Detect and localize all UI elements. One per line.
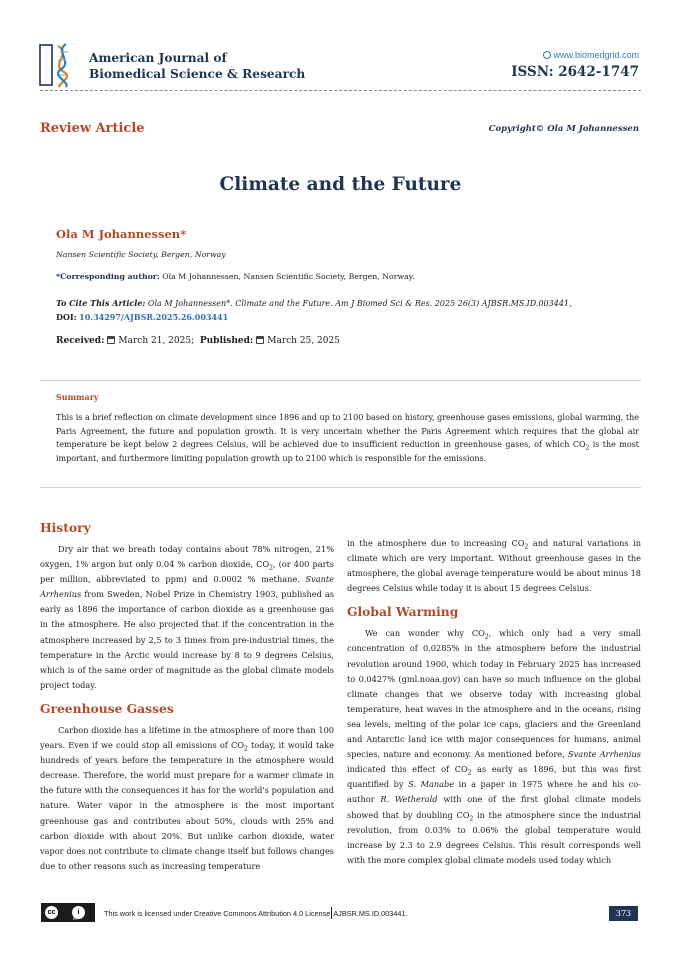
summary-heading: Summary [56, 392, 99, 402]
doi-line [56, 312, 228, 322]
paragraph-history: Dry air that we breath today contains about 78% nitrogen, 21% oxygen, 1% argon but only 0.04 % carbon dioxide, $CO_2$, (or 400 parts per million, abbreviated to ppm) and 0.0002 % methane. Svante Arrhenius from Sweden, Nobel Prize in Chemistry 1903, published as early as 1896 the importance of carbon dioxide as a greenhouse gas in the atmosphere. He also projected that if the concentration in the atmosphere increased by 2,5 to 3 times from pre-industrial times, the temperature in the Arctic would increase by 8 to 9 degrees Celsius, which is of the same order of magnitude as the global climate models project today. [40, 544, 334, 690]
published-label: Published: [199, 336, 254, 346]
page-number: 373 [609, 906, 638, 921]
section-heading-global-warming: Global Warming [347, 604, 459, 620]
by-label: BY [73, 916, 79, 921]
paragraph-greenhouse: Carbon dioxide has a lifetime in the atmosphere of more than 100 years. Even if we could stop all emissions of $CO_2$ today, it would take hundreds of years before the temperature in the atmosphere would decrease. Therefore, the world must prepare for a warmer climate in the future with the consequences it has for the world's population and nature. Water vapor in the atmosphere is the most important greenhouse gas and contributes about 50%, clouds with 25% and carbon dioxide with about 20%. But unlike carbon dioxide, water vapor does not contribute to climate change itself but follows changes due to other reasons such as increasing temperature [40, 724, 334, 871]
paragraph-greenhouse-cont: in the atmosphere due to increasing $CO_2$ and natural variations in climate which are very important. Without greenhouse gases in the atmosphere, the global average temperature would be about minus 18 degrees Celsius while today it is about 15 degrees Celsius. [347, 538, 642, 594]
citation-text: Ola M Johannessen*. Climate and the Future. Am J Biomed Sci & Res. 2025 26(3) AJBSR.MS.ID.003441, [147, 299, 572, 308]
header-divider [40, 90, 641, 91]
affiliation: Nansen Scientific Society, Bergen, Norway [56, 250, 226, 259]
issn: ISSN: 2642-1747 [511, 64, 639, 80]
received-date: March 21, 2025; [118, 336, 195, 346]
copyright: Copyright© Ola M Johannessen [488, 124, 639, 134]
doi-link[interactable]: 10.34297/AJBSR.2025.26.003441 [79, 312, 229, 322]
paragraph-global-warming: We can wonder why $CO_2$, which only had a very small concentration of 0.0285% in the atmosphere before the industrial revolution around 1900, which today in February 2025 has increased to 0.0427% (gml.noaa.gov) can have so much influence on the global climate changes that we observe today with increasing global temperature, heat waves in the atmosphere and in the oceans, rising sea levels, melting of the polar ice caps, glaciers and the Greenland and Antarctic land ice with major consequences for humans, animal species, nature and economy. As mentioned before, Svante Arrhenius indicated this effect of $CO_2$ as early as 1896, but this was first quantified by S. Manabe in a paper in 1975 where he and his co-author R. Wetherald with one of the first global climate models showed that by doubling $CO_2$ in the atmosphere since the industrial revolution, from 0.03% to 0.06% the global temperature would increase by 2.3 to 2.9 degrees Celsius. This result corresponds well with the more complex global climate models used today which [347, 628, 641, 865]
calendar-icon [256, 336, 264, 344]
section-heading-history: History [40, 520, 91, 535]
website-text: www.biomedgrid.com [553, 50, 639, 60]
dates [56, 336, 340, 346]
body-column-right [347, 536, 641, 868]
corresponding-text: Ola M Johannessen, Nansen Scientific Society, Bergen, Norway. [162, 272, 415, 281]
section-heading-greenhouse: Greenhouse Gasses [40, 700, 174, 716]
corresponding-author [56, 272, 415, 281]
doi-label: DOI: [56, 312, 77, 322]
received-label: Received: [56, 336, 105, 346]
website-link[interactable] [543, 50, 639, 60]
author-name[interactable]: Ola M Johannessen* [56, 227, 187, 241]
creative-commons-badge[interactable] [41, 903, 95, 922]
published-date: March 25, 2025 [267, 336, 340, 346]
corresponding-label: *Corresponding author: [56, 272, 160, 281]
article-title: Climate and the Future [219, 174, 462, 195]
license-text: This work is licensed under Creative Commons Attribution 4.0 License AJBSR.MS.ID.003441. [104, 909, 408, 918]
journal-logo [38, 42, 82, 88]
cc-icon: cc [45, 906, 58, 919]
citation-label: To Cite This Article: [56, 298, 146, 308]
calendar-icon [107, 336, 115, 344]
journal-name [89, 50, 305, 82]
summary-divider-bottom [40, 487, 641, 488]
body-column-left [40, 520, 334, 874]
summary-text: This is a brief reflection on climate development since 1896 and up to 2100 based on history, greenhouse gases emissions, global warming, the Paris Agreement, the future and population growth. It is very uncertain whether the Paris Agreement which requires that the global air temperature be kept below 2 degrees Celsius, will be achieved due to insufficient reduction in greenhouse gases, of which $CO_2$ is the most important, and furthermore limiting population growth up to 2100 which is responsible for the emissions. [56, 413, 639, 463]
article-type: Review Article [40, 121, 145, 136]
journal-name-line2: Biomedical Science & Research [89, 67, 306, 81]
citation [56, 295, 639, 312]
summary-divider-top [40, 380, 641, 381]
article-id: AJBSR.MS.ID.003441. [333, 909, 408, 918]
journal-name-line1: American Journal of [89, 51, 227, 65]
globe-icon [543, 51, 551, 59]
by-icon: i [72, 906, 85, 919]
